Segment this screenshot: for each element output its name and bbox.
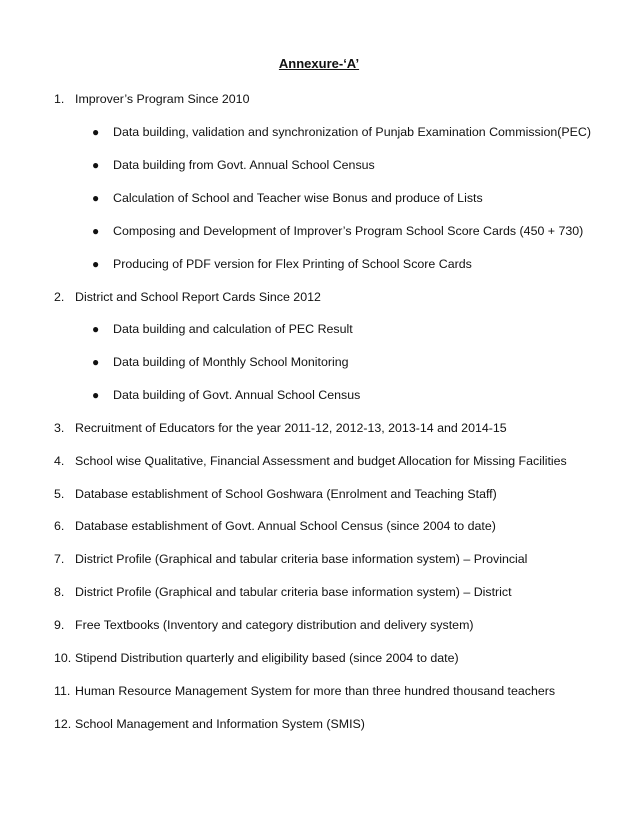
bullet-icon: ●	[92, 322, 100, 336]
item-text: Free Textbooks (Inventory and category distribution and delivery system)	[75, 618, 474, 632]
item-number: 9.	[54, 618, 65, 632]
sub-item-text: Calculation of School and Teacher wise Bonus and produce of Lists	[113, 191, 483, 205]
sub-item-text: Producing of PDF version for Flex Printing of School Score Cards	[113, 257, 472, 271]
sub-item-text: Composing and Development of Improver’s Program School Score Cards (450 + 730)	[113, 224, 584, 238]
item-text: Human Resource Management System for more than three hundred thousand teachers	[75, 684, 556, 698]
item-number: 5.	[54, 487, 65, 501]
bullet-icon: ●	[92, 125, 100, 139]
item-number: 1.	[54, 92, 65, 106]
item-text: District Profile (Graphical and tabular criteria base information system) – District	[75, 585, 512, 599]
document-title: Annexure-‘A’	[278, 56, 360, 71]
item-text: School wise Qualitative, Financial Assessment and budget Allocation for Missing Facilities	[75, 454, 567, 468]
item-text: Improver’s Program Since 2010	[75, 92, 250, 106]
bullet-icon: ●	[92, 224, 100, 238]
item-text: Stipend Distribution quarterly and eligibility based (since 2004 to date)	[75, 651, 459, 665]
item-number: 6.	[54, 519, 65, 533]
bullet-icon: ●	[92, 257, 100, 271]
item-text: Database establishment of Govt. Annual School Census (since 2004 to date)	[75, 519, 496, 533]
bullet-icon: ●	[92, 191, 100, 205]
sub-item-text: Data building and calculation of PEC Result	[113, 322, 353, 336]
item-number: 3.	[54, 421, 65, 435]
sub-item-text: Data building from Govt. Annual School Census	[113, 158, 375, 172]
sub-item-text: Data building, validation and synchronization of Punjab Examination Commission(PEC)	[113, 125, 591, 139]
item-text: Database establishment of School Goshwara (Enrolment and Teaching Staff)	[75, 487, 497, 501]
item-text: Recruitment of Educators for the year 2011-12, 2012-13, 2013-14 and 2014-15	[75, 421, 507, 435]
bullet-icon: ●	[92, 158, 100, 172]
item-number: 11.	[54, 684, 71, 698]
bullet-icon: ●	[92, 388, 100, 402]
item-number: 12.	[54, 717, 72, 731]
bullet-icon: ●	[92, 355, 100, 369]
item-text: District and School Report Cards Since 2012	[75, 290, 321, 304]
item-number: 10.	[54, 651, 72, 665]
item-number: 7.	[54, 552, 65, 566]
item-number: 2.	[54, 290, 65, 304]
item-text: District Profile (Graphical and tabular criteria base information system) – Provincial	[75, 552, 528, 566]
item-number: 4.	[54, 454, 65, 468]
sub-item-text: Data building of Govt. Annual School Census	[113, 388, 361, 402]
item-text: School Management and Information System (SMIS)	[75, 717, 365, 731]
sub-item-text: Data building of Monthly School Monitoring	[113, 355, 349, 369]
item-number: 8.	[54, 585, 65, 599]
